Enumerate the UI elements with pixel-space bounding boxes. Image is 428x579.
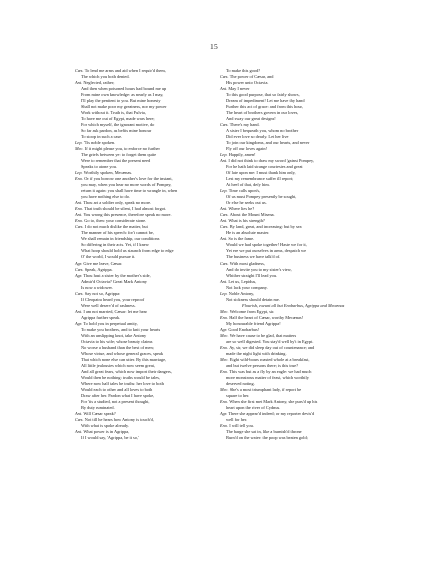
speaker-name: Eno. xyxy=(75,206,84,212)
line-text: To make this good? xyxy=(226,68,261,73)
speaker-name: Ant. xyxy=(220,218,228,224)
line-text: For 'tis a studied, not a present thought, xyxy=(81,398,150,404)
line-text: Neglected, rather; xyxy=(83,80,115,86)
speaker-name: Ant. xyxy=(220,158,228,164)
line-text: The business we have talk'd of. xyxy=(226,254,281,260)
line-text: Give me leave, Cæsar. xyxy=(83,260,123,266)
speaker-name: Ant. xyxy=(220,236,228,242)
line-text: Would then be nothing: truths would be tales, xyxy=(81,374,161,380)
line-text: No worse a husband than the best of men; xyxy=(81,344,154,350)
line-text: Not till he hears how Antony is touch'd, xyxy=(84,416,154,422)
line-text: The griefs between ye: to forget them quite xyxy=(81,152,157,158)
line-text: If Cleopatra heard you, your reproof xyxy=(81,296,145,302)
line-text: Ay, sir, we did sleep day out of countenance; and xyxy=(229,344,315,350)
speaker-name: Ant. xyxy=(75,200,83,206)
line-text: What power is in Agrippa, xyxy=(83,428,130,434)
line-text: She's a most triumphant lady, if report be xyxy=(229,386,302,392)
line-text: I'll play the penitent to you. But mine honesty xyxy=(81,98,161,104)
line-text: Admir'd Octavia? Great Mark Antony xyxy=(81,278,147,284)
line-text: Lest my remembrance suffer ill report; xyxy=(226,176,294,182)
speaker-name: Eno. xyxy=(75,176,84,182)
line-text: Is now a widower. xyxy=(81,284,113,290)
line-text: That which none else can utter. By this marriage, xyxy=(81,356,167,362)
line-text: To lend me arms and aid when I requir'd them, xyxy=(84,68,166,73)
line-text: So differing in their acts. Yet, if I knew xyxy=(81,242,149,248)
speaker-name: Eno. xyxy=(220,422,229,428)
line-text: We have cause to be glad, that matters xyxy=(229,332,297,338)
line-text: Happily, amen! xyxy=(228,152,256,158)
line-text: And then when poisoned hours had bound me up xyxy=(81,86,167,92)
line-text: Half the heart of Cæsar, worthy Mecænas! xyxy=(229,314,304,320)
line-text: Where lies he? xyxy=(228,206,255,212)
line-text: Or else he seeks out us. xyxy=(226,200,267,206)
line-text: With what is spoke already. xyxy=(81,422,129,428)
line-text: There she appear'd indeed; or my reporter devis'd xyxy=(228,410,315,416)
line-text: So far ask pardon, as befits mine honour xyxy=(81,128,152,134)
line-text: The which you both denied. xyxy=(81,74,130,80)
line-text: We shall remain in friendship, our conditions xyxy=(81,236,160,242)
speaker-name: Cæs. xyxy=(75,290,84,296)
line-text: deserved noting. xyxy=(226,380,255,386)
line-text: By duty ruminated. xyxy=(81,404,115,410)
line-text: Good Enobarbus! xyxy=(228,326,260,332)
speaker-name: Lep. xyxy=(220,152,228,158)
speaker-name: Mec. xyxy=(220,332,229,338)
speaker-name: Agr. xyxy=(75,320,83,326)
line-text: Go to, then: your considerate stone. xyxy=(84,218,147,224)
line-text: Of us must Pompey presently be sought, xyxy=(226,194,297,200)
speaker-name: Cæs. xyxy=(220,122,229,128)
line-text: From mine own knowledge: as nearly as I may, xyxy=(81,92,164,98)
line-text: I do not much dislike the matter, but xyxy=(84,224,148,230)
line-text: And do invite you to my sister's view, xyxy=(226,266,292,272)
line-text: Agrippa further speak. xyxy=(81,314,121,320)
line-text: Thou art a soldier only, speak no more. xyxy=(83,200,152,206)
speaker-name: Agr. xyxy=(75,260,83,266)
line-text: Would each to other and all loves to both xyxy=(81,386,153,392)
line-text: more monstrous matter of feast, which worthily xyxy=(226,374,309,380)
line-text: Of late upon me: I must thank him only, xyxy=(226,170,296,176)
line-text: Where now half tales be truths: her love to both xyxy=(81,380,164,386)
line-text: If it might please you, to enforce no further xyxy=(84,146,160,152)
line-text: square to her. xyxy=(226,392,250,398)
speaker-name: Cæs. xyxy=(220,74,229,80)
speaker-name: Cæs. xyxy=(75,224,84,230)
line-text: With an unslipping knot, take Antony xyxy=(81,332,147,338)
line-text: I did not think to draw my sword 'gainst Pompey, xyxy=(228,158,314,164)
speaker-name: Eno. xyxy=(220,344,229,350)
speaker-name: Cæs. xyxy=(75,416,84,422)
line-text: When she first met Mark Antony, she purs'd up his xyxy=(229,398,318,404)
line-text: Would we had spoke together! Haste we for it, xyxy=(226,242,307,248)
line-text: Were to remember that the present need xyxy=(81,158,151,164)
stage-direction: Flourish, exeunt all but Enobarbus, Agrippa and Mecænas xyxy=(242,302,345,308)
line-text: May I never xyxy=(228,86,250,92)
speaker-name: Ant. xyxy=(220,206,228,212)
line-text: What is his strength? xyxy=(228,218,265,224)
text-column-right xyxy=(220,68,370,441)
line-text: are so well digested. You stay'd well by't in Egypt. xyxy=(226,338,314,344)
line-text: To join our kingdoms, and our hearts, and never xyxy=(226,140,310,146)
speaker-name: Cæs. xyxy=(75,68,84,73)
speaker-name: Mec. xyxy=(220,308,229,314)
line-text: Or if you borrow one another's love for the instant, xyxy=(84,176,173,182)
text-line xyxy=(220,435,370,441)
line-text: The heart of brothers govern in our loves, xyxy=(226,110,299,116)
line-text: For he hath laid strange courtesies and great xyxy=(226,164,303,170)
line-text: So is the fame. xyxy=(228,236,255,242)
line-text: A sister I bequeath you, whom no brother xyxy=(226,128,299,134)
speaker-name: Ant. xyxy=(75,308,83,314)
line-text: you may, when you hear no more words of Pompey, xyxy=(81,182,172,188)
speaker-name: Agr. xyxy=(220,410,228,416)
text-column-left xyxy=(75,68,215,441)
line-text: Shall not make poor my greatness, nor my power xyxy=(81,104,167,110)
line-text: Work without it. Truth is, that Fulvia, xyxy=(81,110,146,116)
line-text: That truth should be silent, I had almost forgot. xyxy=(84,206,167,212)
line-text: About the Mount Misena. xyxy=(229,212,275,218)
line-text: Further this act of grace: and from this hour, xyxy=(226,104,303,110)
line-text: Dream of impediment! Let me have thy hand xyxy=(226,98,305,104)
speaker-name: Cæs. xyxy=(220,212,229,218)
line-text: You wrong this presence, therefore speak no more. xyxy=(83,212,172,218)
speaker-name: Cæs. xyxy=(220,260,229,266)
line-text: Speaks to atone you. xyxy=(81,164,117,170)
line-text: Fly off our loves again! xyxy=(226,146,267,152)
line-text: If I would say, 'Agrippa, be it so,' xyxy=(81,434,139,440)
line-text: There's my hand. xyxy=(229,122,260,128)
text-line xyxy=(75,435,215,441)
line-text: To hold you in perpetual amity, xyxy=(83,320,138,326)
line-text: Welcome from Egypt, sir. xyxy=(229,308,275,314)
line-text: O' the world, I would pursue it. xyxy=(81,254,136,260)
speaker-name: Ant. xyxy=(75,212,83,218)
line-text: My honourable friend Agrippa! xyxy=(226,320,281,326)
line-text: By land, great, and increasing: but by sea xyxy=(229,224,302,230)
speaker-name: Lep. xyxy=(220,290,228,296)
line-text: His power unto Octavia. xyxy=(226,80,269,86)
speaker-name: Eno. xyxy=(75,218,84,224)
line-text: Eight wild-boars roasted whole at a breakfast, xyxy=(229,356,310,362)
line-text: well for her. xyxy=(226,416,248,422)
line-text: I will tell you. xyxy=(229,422,254,428)
line-text: For which myself, the ignorant motive, do xyxy=(81,122,155,128)
line-text: Whither straight I'll lead you. xyxy=(226,272,278,278)
speaker-name: Mec. xyxy=(220,386,229,392)
line-text: At heel of that, defy him. xyxy=(226,182,270,188)
speaker-name: Eno. xyxy=(220,368,229,374)
line-text: Time calls upon's, xyxy=(228,188,261,194)
speaker-name: Eno. xyxy=(220,398,229,404)
line-text: Say not so, Agrippa: xyxy=(84,290,121,296)
line-text: This was but as a fly by an eagle: we had much xyxy=(229,368,312,374)
line-text: Whose virtue, and whose general graces, speak xyxy=(81,350,164,356)
speaker-name: Ant. xyxy=(75,80,83,86)
line-text: 'Tis noble spoken. xyxy=(83,140,116,146)
speaker-name: Ant. xyxy=(220,278,228,284)
line-text: All little jealousies which now seem great, xyxy=(81,362,155,368)
line-text: And sway our great designs! xyxy=(226,116,276,122)
line-text: And all great fears, which now import their dangers, xyxy=(81,368,172,374)
speaker-name: Cæs. xyxy=(75,266,84,272)
speaker-name: Lep. xyxy=(220,188,228,194)
line-text: Will Cæsar speak? xyxy=(83,410,116,416)
line-text: To this good purpose, that so fairly shows, xyxy=(226,92,300,98)
line-text: Were well deserv'd of rashness. xyxy=(81,302,136,308)
line-text: and but twelve persons there; is this true? xyxy=(226,362,299,368)
line-text: To have me out of Egypt, made wars here; xyxy=(81,116,155,122)
line-text: Worthily spoken, Mecænas. xyxy=(83,170,133,176)
speaker-name: Lep. xyxy=(75,140,83,146)
speaker-name: Mec. xyxy=(75,146,84,152)
line-text: Draw after her. Pardon what I have spoke, xyxy=(81,392,155,398)
speaker-name: Ant. xyxy=(75,410,83,416)
line-text: Speak, Agrippa. xyxy=(84,266,113,272)
line-text: you have nothing else to do. xyxy=(81,194,130,200)
speaker-name: Eno. xyxy=(220,314,229,320)
line-text: Yet ere we put ourselves in arms, despatch we xyxy=(226,248,307,254)
line-text: I am not married, Cæsar: let me hear xyxy=(83,308,147,314)
line-text: What hoop should hold us staunch from edge to edge xyxy=(81,248,174,254)
line-text: Thou hast a sister by the mother's side, xyxy=(83,272,151,278)
line-text: With most gladness, xyxy=(229,260,265,266)
line-text: The power of Cæsar, and xyxy=(229,74,274,80)
speaker-name: Ant. xyxy=(220,86,228,92)
line-text: The barge she sat in, like a burnish'd throne xyxy=(226,428,302,434)
speaker-name: Agr. xyxy=(220,326,228,332)
speaker-name: Lep. xyxy=(75,170,83,176)
line-text: Not lack your company. xyxy=(226,284,268,290)
speaker-name: Mec. xyxy=(220,356,229,362)
speaker-name: Agr. xyxy=(75,272,83,278)
line-text: Noble Antony, xyxy=(228,290,255,296)
speaker-name: Cæs. xyxy=(220,224,229,230)
line-text: heart upon the river of Cydnus. xyxy=(226,404,281,410)
line-text: To stoop in such a case. xyxy=(81,134,123,140)
line-text: Let us, Lepidus, xyxy=(228,278,257,284)
page-number: 15 xyxy=(209,42,219,51)
line-text: To make you brothers, and to knit your hearts xyxy=(81,326,161,332)
line-text: The manner of his speech: for't cannot be, xyxy=(81,230,154,236)
line-text: He is an absolute master. xyxy=(226,230,270,236)
line-text: Not sickness should detain me. xyxy=(226,296,280,302)
line-text: made the night light with drinking. xyxy=(226,350,287,356)
line-text: Did ever love so dearly. Let her live xyxy=(226,134,289,140)
speaker-name: Ant. xyxy=(75,428,83,434)
line-text: Burn'd on the water: the poop was beaten gold; xyxy=(226,434,308,440)
line-text: return it again: you shall have time to wrangle in, when xyxy=(81,188,178,194)
line-text: Octavia to his wife; whose beauty claims xyxy=(81,338,153,344)
